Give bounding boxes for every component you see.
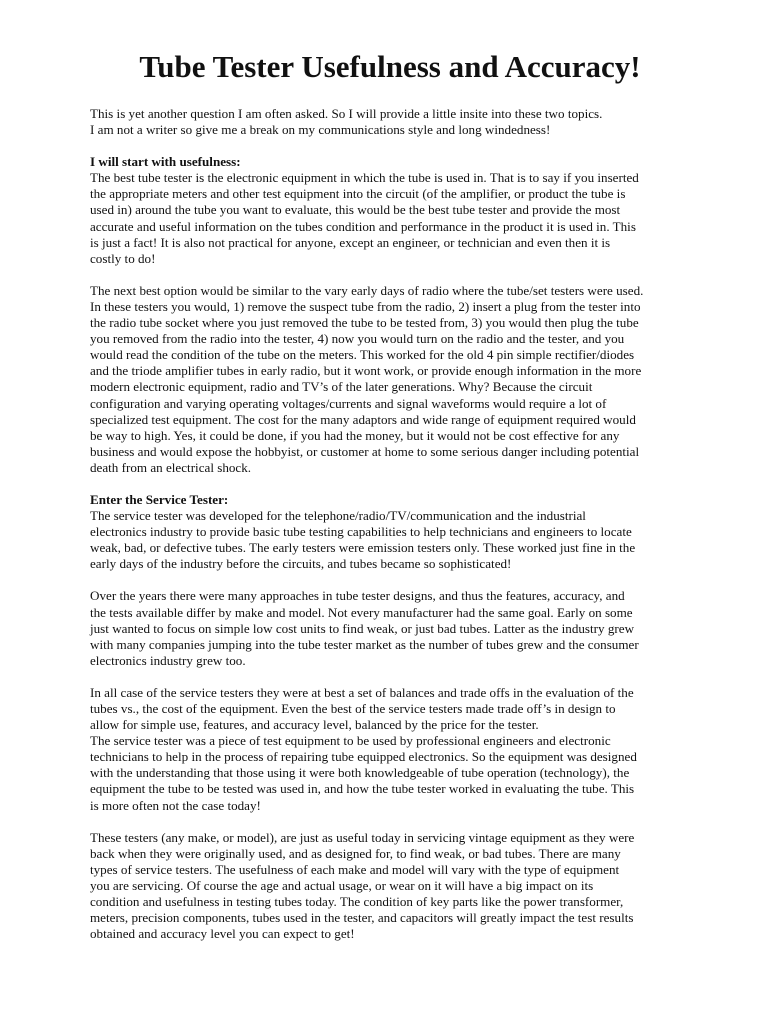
- text-line: technicians to help in the process of repairing tube equipped electronics. So the equipment was designed: [90, 749, 637, 765]
- text-line: you are servicing. Of course the age and actual usage, or wear on it will have a big impact on its: [90, 877, 594, 893]
- text-line: you removed from the radio into the tester, 4) now you would turn on the radio and the tester, and you: [90, 331, 625, 347]
- text-line: with many companies jumping into the tube tester market as the number of tubes grew and the consumer: [90, 636, 639, 652]
- text-line: accurate and useful information on the tubes condition and performance in the product it is used in. This: [90, 218, 636, 234]
- text-line: back when they were originally used, and as designed for, to find weak, or bad tubes. There are many: [90, 845, 621, 861]
- text-line: This is yet another question I am often asked. So I will provide a little insite into these two topics.: [90, 106, 603, 121]
- text-line: and the triode amplifier tubes in early radio, but it wont work, or provide enough information in the more: [90, 363, 642, 379]
- text-line: In all case of the service testers they were at best a set of balances and trade offs in the evaluation of the: [90, 684, 634, 700]
- text-line: the tests available differ by make and model. Not every manufacturer had the same goal. Early on some: [90, 604, 633, 620]
- page-title: Tube Tester Usefulness and Accuracy!: [139, 49, 641, 84]
- text-line: death from an electrical shock.: [90, 459, 252, 475]
- text-line: I am not a writer so give me a break on my communications style and long windedness!: [90, 122, 551, 138]
- text-line: These testers (any make, or model), are just as useful today in servicing vintage equipment as they were: [90, 829, 635, 845]
- text-line: configuration and varying operating voltages/currents and signal waveforms would require a lot of: [90, 395, 607, 411]
- all-case-paragraph: [90, 685, 690, 814]
- intro-paragraph: [90, 106, 690, 138]
- text-line: the appropriate meters and other test equipment into the circuit (of the amplifier, or product the tube is: [90, 186, 626, 202]
- usefulness-heading: I will start with usefulness:: [90, 154, 241, 170]
- text-line: The service tester was a piece of test equipment to be used by professional engineers and electronic: [90, 733, 611, 749]
- text-line: The next best option would be similar to the vary early days of radio where the tube/set testers were used.: [90, 282, 644, 298]
- service-tester-heading: Enter the Service Tester:: [90, 491, 229, 507]
- next-best-paragraph: [90, 283, 690, 476]
- text-line: weak, bad, or defective tubes. The early testers were emission testers only. These worked just fine in the: [90, 540, 636, 556]
- text-line: used in) around the tube you want to evaluate, this would be the best tube tester and provide the most: [90, 202, 621, 218]
- text-line: Over the years there were many approaches in tube tester designs, and thus the features, accuracy, and: [90, 588, 625, 604]
- over-years-paragraph: [90, 588, 690, 668]
- text-line: modern electronic equipment, radio and TV’s of the later generations. Why? Because the circuit: [90, 379, 593, 395]
- text-line: allow for simple use, features, and accuracy level, balanced by the price for the tester.: [90, 717, 539, 733]
- text-line: meters, precision components, tubes used in the tester, and capacitors will greatly impact the test results: [90, 910, 634, 926]
- document-page: [90, 48, 690, 942]
- text-line: specialized test equipment. The cost for the many adaptors and wide range of equipment required would: [90, 411, 636, 427]
- text-line: the radio tube socket where you just removed the tube to be tested from, 3) you would then plug the tube: [90, 315, 639, 331]
- text-line: costly to do!: [90, 250, 156, 266]
- text-line: electronics industry grew too.: [90, 652, 246, 668]
- text-line: The service tester was developed for the telephone/radio/TV/communication and the industrial: [90, 508, 586, 524]
- text-line: just wanted to focus on simple low cost units to find weak, or just bad tubes. Latter as the industry grew: [90, 620, 635, 636]
- text-line: be way to high. Yes, it could be done, if you had the money, but it would not be cost effective for any: [90, 427, 620, 443]
- text-line: business and would expose the hobbyist, or customer at home to some serious danger including potential: [90, 443, 640, 459]
- text-line: obtained and accuracy level you can expect to get!: [90, 926, 355, 942]
- text-line: The best tube tester is the electronic equipment in which the tube is used in. That is to say if you inserted: [90, 170, 639, 186]
- text-line: is more often not the case today!: [90, 797, 261, 813]
- text-line: electronics industry to provide basic tube testing capabilities to help technicians and engineers to locate: [90, 524, 632, 540]
- text-line: with the understanding that those using it were both knowledgeable of tube operation (technology), the: [90, 765, 630, 781]
- these-testers-paragraph: [90, 830, 690, 943]
- text-line: early days of the industry before the circuits, and tubes became so sophisticated!: [90, 556, 512, 572]
- text-line: is just a fact! It is also not practical for anyone, except an engineer, or technician and even then it is: [90, 234, 611, 250]
- text-line: condition and usefulness in testing tubes today. The condition of key parts like the power transformer,: [90, 894, 624, 910]
- service-tester-section: [90, 492, 690, 572]
- text-line: equipment the tube to be tested was used in, and how the tube tester worked in evaluating the tube. This: [90, 781, 635, 797]
- text-line: tubes vs., the cost of the equipment. Even the best of the service testers made trade off’s in design to: [90, 701, 616, 716]
- usefulness-section: [90, 154, 690, 267]
- text-line: types of service testers. The usefulness of each make and model will vary with the type of equipment: [90, 861, 620, 877]
- text-line: would read the condition of the tube on the meters. This worked for the old 4 pin simple rectifier/diodes: [90, 347, 635, 363]
- text-line: In these testers you would, 1) remove the suspect tube from the radio, 2) insert a plug from the tester into: [90, 298, 641, 314]
